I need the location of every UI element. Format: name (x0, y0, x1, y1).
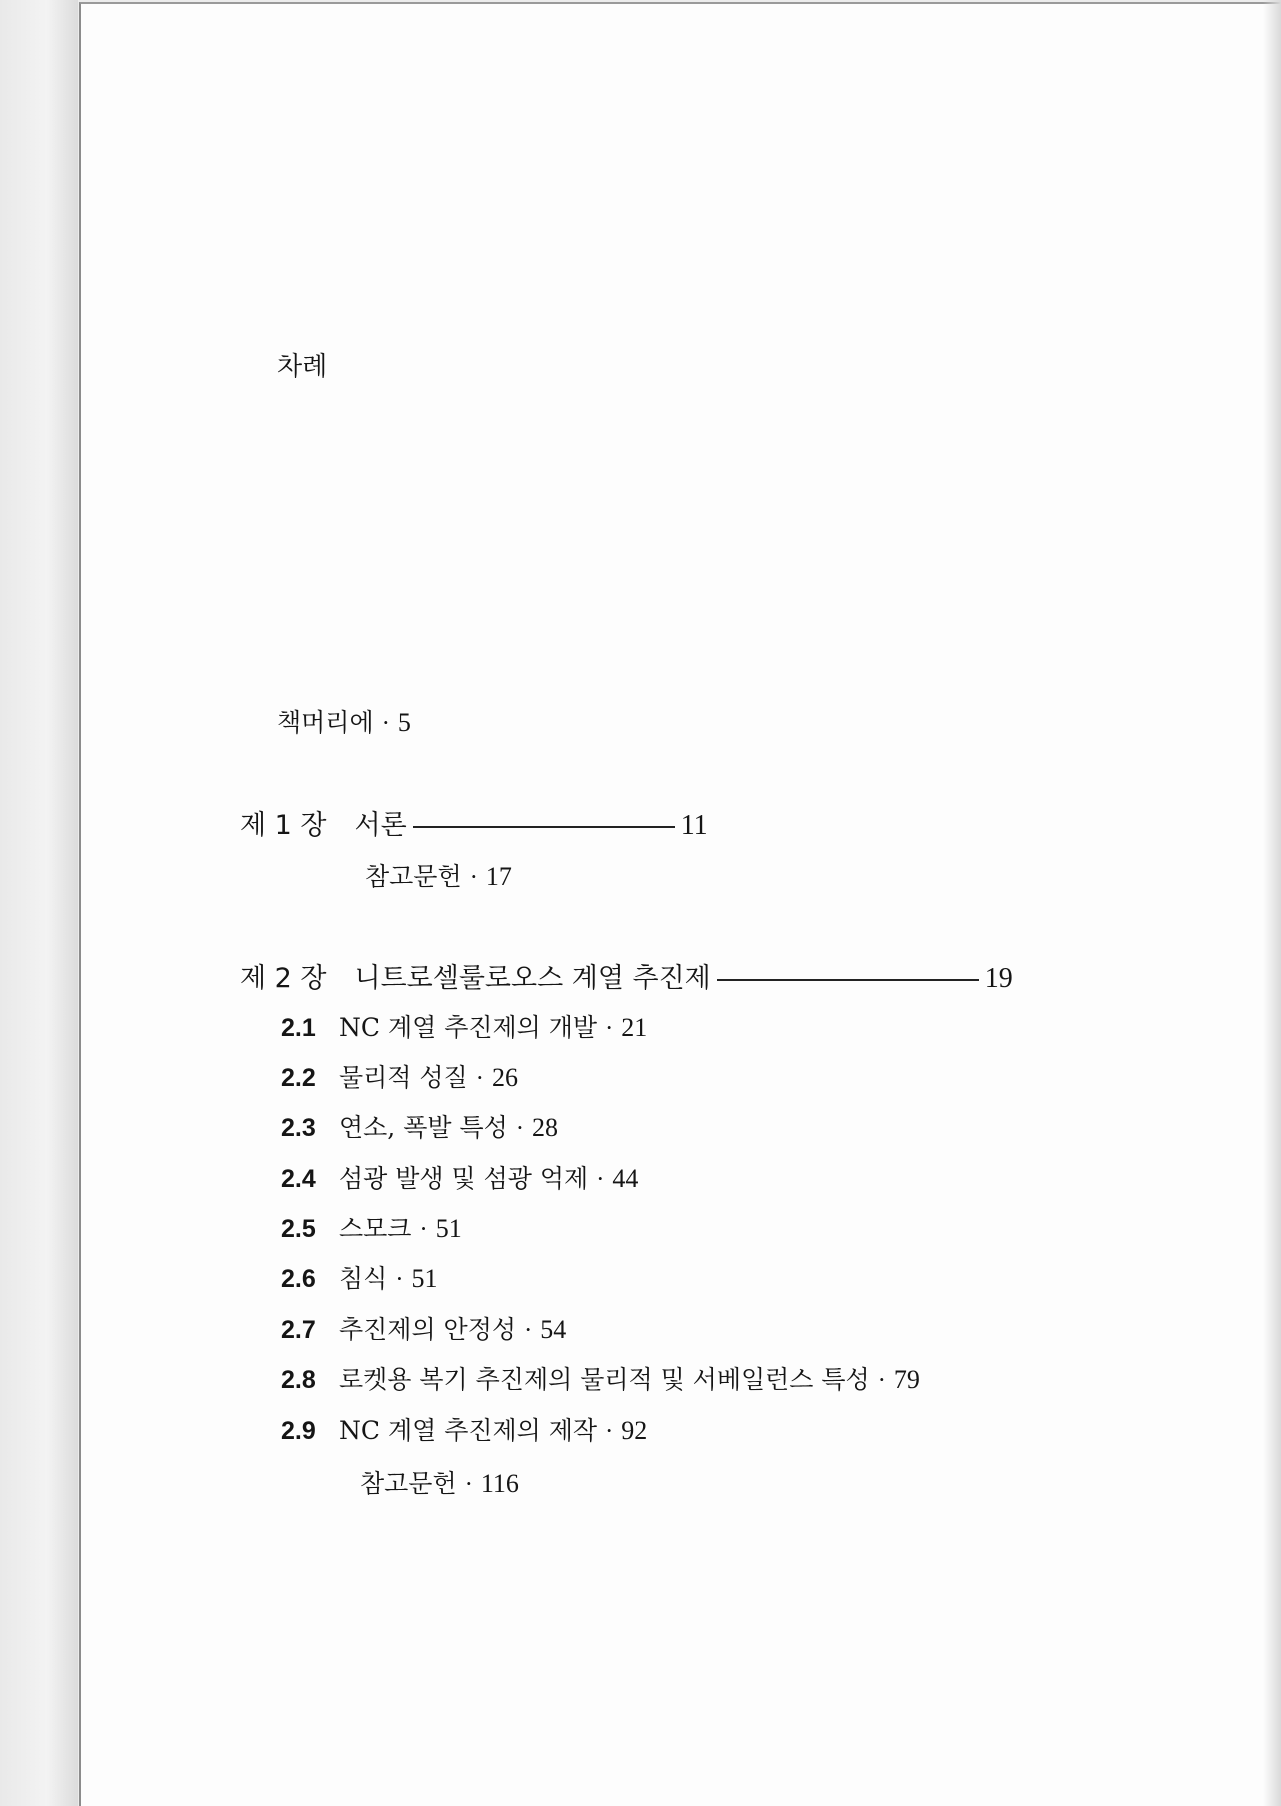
section-page-number: 54 (540, 1315, 567, 1344)
section-page-number: 79 (893, 1365, 920, 1394)
scanner-background (0, 0, 78, 1806)
chapter-label: 제 2 장 (240, 963, 327, 994)
section-title: 침식 (339, 1264, 388, 1293)
toc-section-2-6[interactable] (281, 1262, 438, 1297)
entry-separator: · (464, 1471, 473, 1498)
entry-separator: · (605, 1015, 614, 1042)
toc-section-2-4[interactable] (281, 1162, 638, 1197)
chapter-title: 서론 (354, 810, 407, 841)
page-edge-shadow (1263, 0, 1281, 1806)
chapter-title: 니트로셀룰로오스 계열 추진제 (354, 963, 711, 994)
entry-title: 책머리에 (277, 708, 374, 737)
toc-section-2-3[interactable] (281, 1111, 558, 1146)
entry-separator: · (877, 1367, 886, 1394)
toc-section-2-5[interactable] (281, 1212, 462, 1247)
section-title: NC 계열 추진제의 개발 (339, 1013, 598, 1042)
toc-section-2-2[interactable] (281, 1061, 518, 1096)
document-page (79, 2, 1281, 1806)
leader-line (413, 826, 675, 828)
section-number: 2.6 (281, 1265, 316, 1293)
section-page-number: 26 (491, 1063, 518, 1092)
entry-separator: · (419, 1216, 428, 1243)
entry-separator: · (515, 1115, 525, 1142)
section-number: 2.3 (281, 1114, 316, 1142)
section-title: 스모크 (339, 1214, 412, 1243)
chapter-label: 제 1 장 (240, 810, 327, 841)
section-page-number: 51 (435, 1214, 462, 1243)
entry-separator: · (523, 1317, 533, 1344)
section-page-number: 44 (612, 1164, 639, 1193)
section-number: 2.7 (281, 1316, 316, 1344)
entry-separator: · (605, 1418, 614, 1445)
section-page-number: 92 (621, 1416, 648, 1445)
section-number: 2.5 (281, 1215, 316, 1243)
entry-title: 참고문헌 (365, 862, 462, 891)
entry-separator: · (381, 710, 390, 737)
entry-separator: · (596, 1166, 605, 1193)
section-number: 2.2 (281, 1064, 316, 1092)
section-title: 섬광 발생 및 섬광 억제 (339, 1164, 589, 1193)
section-number: 2.4 (281, 1165, 316, 1193)
toc-section-2-1[interactable] (281, 1011, 647, 1046)
toc-entry-preface[interactable] (277, 706, 411, 741)
toc-entry-references-ch1[interactable] (365, 860, 512, 895)
section-number: 2.8 (281, 1366, 316, 1394)
section-number: 2.1 (281, 1014, 316, 1042)
entry-page-number: 5 (397, 708, 411, 737)
section-title: 물리적 성질 (339, 1063, 468, 1092)
section-page-number: 51 (411, 1264, 438, 1293)
toc-section-2-8[interactable] (281, 1363, 920, 1398)
chapter-page-number: 19 (984, 963, 1013, 994)
toc-section-2-9[interactable] (281, 1414, 647, 1449)
entry-separator: · (469, 864, 478, 891)
chapter-page-number: 11 (680, 810, 708, 841)
section-title: NC 계열 추진제의 제작 (339, 1416, 598, 1445)
toc-entry-references-ch2[interactable] (360, 1467, 519, 1502)
section-title: 연소, 폭발 특성 (339, 1113, 508, 1142)
section-page-number: 28 (531, 1113, 558, 1142)
entry-separator: · (475, 1065, 484, 1092)
section-title: 추진제의 안정성 (339, 1315, 516, 1344)
entry-page-number: 116 (480, 1469, 519, 1498)
leader-line (717, 979, 979, 981)
section-number: 2.9 (281, 1417, 316, 1445)
toc-chapter-1[interactable] (240, 808, 708, 844)
entry-page-number: 17 (485, 862, 512, 891)
toc-section-2-7[interactable] (281, 1313, 566, 1348)
section-page-number: 21 (621, 1013, 648, 1042)
toc-chapter-2[interactable] (240, 961, 1013, 997)
entry-title: 참고문헌 (360, 1469, 457, 1498)
entry-separator: · (395, 1266, 404, 1293)
toc-title: 차례 (277, 352, 328, 382)
section-title: 로켓용 복기 추진제의 물리적 및 서베일런스 특성 (339, 1365, 870, 1394)
